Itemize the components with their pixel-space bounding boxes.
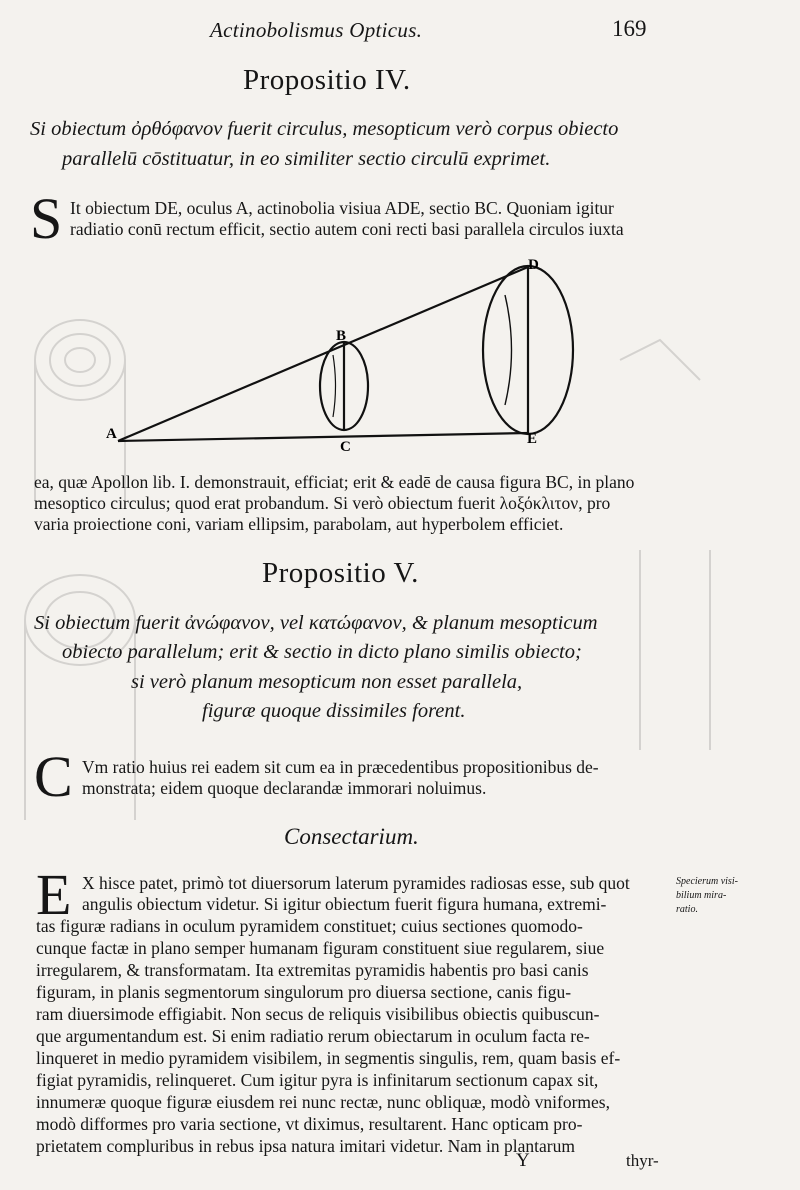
margin-note-line: ratio. — [676, 904, 698, 915]
running-title: Actinobolismus Opticus. — [210, 18, 423, 42]
proposition-5-statement-line: Si obiectum fuerit ἀνώφανον, vel κατώφανον, & planum mesopticum — [34, 612, 598, 634]
proposition-5-statement-line: si verò planum mesopticum non esset parallela, — [131, 671, 523, 693]
label-d: D — [528, 257, 539, 273]
label-a: A — [106, 426, 117, 442]
body-line: It obiectum DE, oculus A, actinobolia visiua ADE, sectio BC. Quoniam igitur — [70, 198, 614, 218]
page-number: 169 — [612, 16, 647, 41]
label-e: E — [527, 431, 538, 447]
ray-a-to-d — [118, 267, 528, 441]
cone-diagram — [100, 255, 600, 465]
proposition-4-heading: Propositio IV. — [243, 64, 411, 96]
drop-cap-s: S — [30, 186, 63, 251]
label-b: B — [336, 328, 347, 344]
margin-note-line: bilium mira- — [676, 890, 727, 901]
body-line: modò difformes pro varia sectione, vt diximus, resultarent. Hanc opticam pro- — [36, 1114, 583, 1134]
drop-cap-e: E — [36, 862, 72, 927]
body-line: tas figuræ radians in oculum pyramidem constituet; cuius sectiones quomodo- — [36, 916, 583, 936]
body-line: X hisce patet, primò tot diuersorum laterum pyramides radiosas esse, sub quot — [82, 873, 630, 893]
body-line: que argumentandum est. Si enim radiatio rerum obiectarum in oculum facta re- — [36, 1026, 590, 1046]
body-line: figiat pyramidis, relinqueret. Cum igitur pyra is infinitarum sectionum capax sit, — [36, 1070, 599, 1090]
margin-note-line: Specierum visi- — [676, 876, 738, 887]
proposition-4-statement-line: parallelū cōstituatur, in eo similiter sectio circulū exprimet. — [62, 148, 551, 170]
body-line: innumeræ quoque figuræ eiusdem rei nunc rectæ, nunc obliquæ, modò vniformes, — [36, 1092, 610, 1112]
body-line: radiatio conū rectum efficit, sectio autem coni recti basi parallela circulos iuxta — [70, 219, 624, 239]
label-c: C — [340, 439, 351, 455]
ray-a-to-e — [118, 433, 528, 441]
body-line: prietatem compluribus in rebus ipsa natura imitari videtur. Nam in plantarum — [36, 1136, 575, 1156]
catchword: thyr- — [626, 1151, 659, 1170]
proposition-4-statement-line: Si obiectum ὀρθόφανον fuerit circulus, mesopticum verò corpus obiecto — [30, 118, 619, 140]
body-line: mesoptico circulus; quod erat probandum. Si verò obiectum fuerit λοξόκλιτον, pro — [34, 493, 611, 513]
consectarium-heading: Consectarium. — [284, 824, 419, 849]
proposition-5-statement-line: figuræ quoque dissimiles forent. — [202, 700, 466, 722]
signature-mark: Y — [516, 1150, 530, 1171]
proposition-5-statement-line: obiecto parallelum; erit & sectio in dicto plano similis obiecto; — [62, 641, 582, 663]
proposition-5-heading: Propositio V. — [262, 557, 419, 589]
body-line: ram diuersimode effigiabit. Non secus de reliquis visibilibus obiectis quibuscun- — [36, 1004, 600, 1024]
body-line: Vm ratio huius rei eadem sit cum ea in præcedentibus propositionibus de- — [82, 757, 599, 777]
body-line: figuram, in planis segmentorum singulorum pro diuersa sectione, canis figu- — [36, 982, 572, 1002]
body-line: cunque factæ in plano semper humanam figuram constituent siue regularem, siue — [36, 938, 605, 958]
body-line: ea, quæ Apollon lib. I. demonstrauit, efficiat; erit & eadē de causa figura BC, in plano — [34, 472, 635, 492]
drop-cap-c: C — [34, 744, 73, 809]
body-line: angulis obiectum videtur. Si igitur obiectum fuerit figura humana, extremi- — [82, 894, 607, 914]
body-line: monstrata; eidem quoque declarandæ immorari noluimus. — [82, 778, 487, 798]
body-line: linqueret in medio pyramidem visibilem, in segmentis singulis, rem, quam basis ef- — [36, 1048, 621, 1068]
body-line: irregularem, & transformatam. Ita extremitas pyramidis habentis pro basi canis — [36, 960, 589, 980]
body-line: varia proiectione coni, variam ellipsim, parabolam, aut hyperbolem efficiet. — [34, 514, 564, 534]
